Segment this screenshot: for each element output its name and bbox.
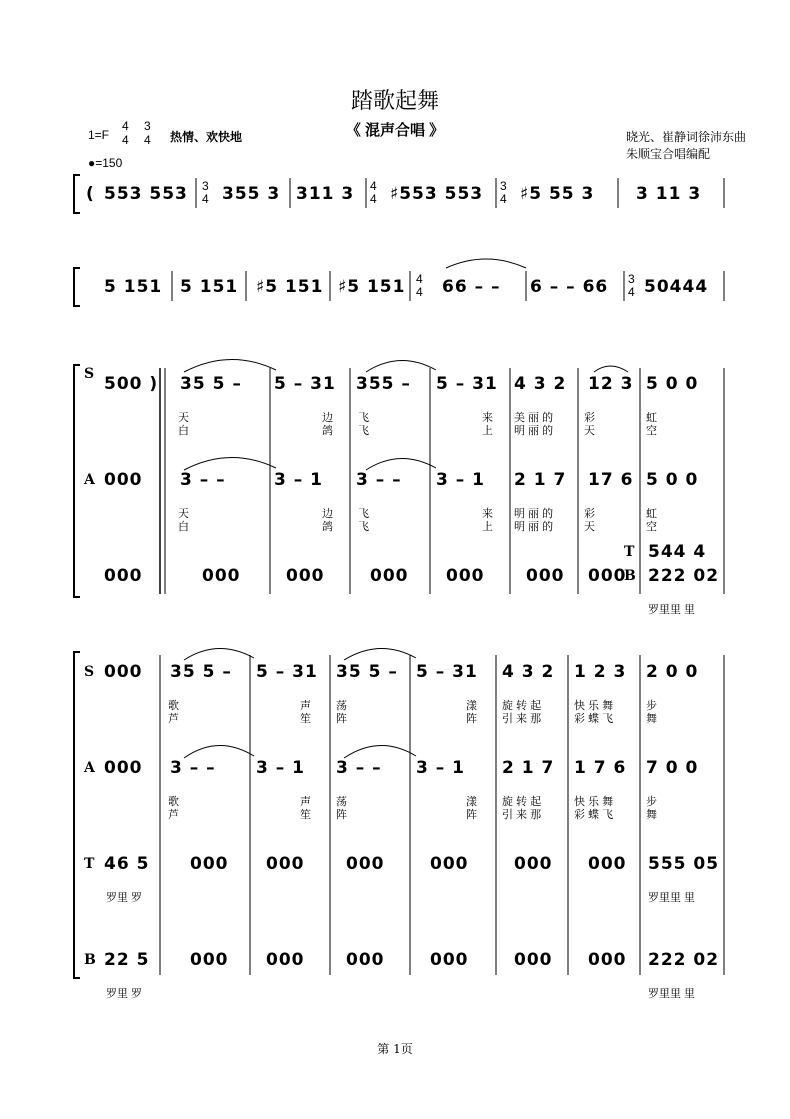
system2-measure-6: 6 – – 66 bbox=[530, 277, 609, 297]
bass-measure: 000 bbox=[430, 950, 469, 970]
bass-measure: 000 bbox=[266, 950, 305, 970]
alto-measure: 5 0 0 bbox=[646, 470, 699, 490]
part-label-alto: A bbox=[84, 760, 95, 776]
lyric: 荡 阵 bbox=[336, 700, 347, 725]
lyric: 罗里里 里 bbox=[648, 988, 696, 1000]
lyric: 天 白 bbox=[178, 508, 189, 533]
lyric: 歌 芦 bbox=[168, 796, 179, 821]
tempo-marking: 热情、欢快地 bbox=[170, 130, 243, 144]
soprano-measure: 5 – 31 bbox=[274, 374, 336, 394]
part-label-tenor: T bbox=[84, 856, 95, 872]
lyric: 罗里 罗 bbox=[106, 892, 143, 904]
tb-measure: 000 bbox=[202, 566, 241, 586]
bass-measure: 000 bbox=[514, 950, 553, 970]
song-title: 踏歌起舞 bbox=[350, 89, 439, 114]
bass-measure: 000 bbox=[190, 950, 229, 970]
alto-measure: 3 – – bbox=[336, 758, 382, 778]
lyric: 步 舞 bbox=[646, 700, 657, 725]
lyric: 歌 芦 bbox=[168, 700, 179, 725]
soprano-intro: 500 ) bbox=[104, 374, 159, 394]
bass-measure: 222 02 bbox=[648, 950, 720, 970]
system2-measure-3: ♯5 151 bbox=[256, 277, 324, 297]
tb-measure: 000 bbox=[588, 566, 627, 586]
lyric: 来 上 bbox=[482, 412, 493, 437]
tenor-measure: 000 bbox=[346, 854, 385, 874]
lyric: 来 上 bbox=[482, 508, 493, 533]
system1-measure-5: ♯5 55 3 bbox=[520, 184, 595, 204]
part-label-tenor: T bbox=[624, 544, 635, 560]
system1-measure-4: ♯553 553 bbox=[390, 184, 484, 204]
lyric: 步 舞 bbox=[646, 796, 657, 821]
bass-intro: 22 5 bbox=[104, 950, 150, 970]
system2-measure-7: 50444 bbox=[644, 277, 709, 297]
lyric: 快 乐 舞 彩 蝶 飞 bbox=[574, 700, 614, 725]
soprano-measure: 4 3 2 bbox=[514, 374, 567, 394]
soprano-measure: 1 2 3 bbox=[574, 662, 627, 682]
soprano-measure: 35 5 – bbox=[180, 374, 242, 394]
credit-lyricist-composer: 晓光、崔静词徐沛东曲 bbox=[626, 130, 747, 144]
page-number: 第 1页 bbox=[377, 1042, 413, 1056]
lyric: 飞 飞 bbox=[358, 412, 369, 437]
alto-measure: 2 1 7 bbox=[514, 470, 567, 490]
tenor-measure: 000 bbox=[430, 854, 469, 874]
part-label-soprano: S bbox=[84, 366, 95, 382]
system2-measure-4: ♯5 151 bbox=[338, 277, 406, 297]
soprano-measure: 5 – 31 bbox=[416, 662, 478, 682]
alto-measure: 3 – 1 bbox=[436, 470, 485, 490]
system1-measure-2: 355 3 bbox=[222, 184, 281, 204]
time-signature-a: 4 4 bbox=[122, 119, 129, 147]
lyric: 彩 天 bbox=[584, 508, 595, 533]
lyric: 边 鸽 bbox=[322, 412, 333, 437]
bass-measure: 000 bbox=[588, 950, 627, 970]
soprano-measure: 35 5 – bbox=[336, 662, 398, 682]
system1-open-paren: ( bbox=[86, 184, 95, 204]
alto-measure: 3 – – bbox=[180, 470, 226, 490]
system2-measure-2: 5 151 bbox=[180, 277, 239, 297]
alto-measure: 17 6 bbox=[588, 470, 634, 490]
alto-measure: 7 0 0 bbox=[646, 758, 699, 778]
system2-measure-1: 5 151 bbox=[104, 277, 163, 297]
lyric: 声 笙 bbox=[300, 700, 311, 725]
alto-measure: 3 – 1 bbox=[416, 758, 465, 778]
alto-measure: 3 – 1 bbox=[256, 758, 305, 778]
lyric: 罗里里 里 bbox=[648, 892, 696, 904]
lyric: 漾 阵 bbox=[466, 796, 477, 821]
key-signature: 1=F bbox=[88, 128, 110, 142]
time-signature-b: 3 4 bbox=[144, 119, 151, 147]
part-label-bass: B bbox=[84, 952, 96, 968]
soprano-measure: 2 0 0 bbox=[646, 662, 699, 682]
alto-measure: 2 1 7 bbox=[502, 758, 555, 778]
tb-measure: 000 bbox=[286, 566, 325, 586]
soprano-measure: 4 3 2 bbox=[502, 662, 555, 682]
system1-timesig-3: 3 4 bbox=[500, 179, 507, 206]
tenor-measure: 000 bbox=[190, 854, 229, 874]
soprano-measure: 5 – 31 bbox=[256, 662, 318, 682]
tenor-measure: 555 05 bbox=[648, 854, 720, 874]
lyric: 旋 转 起 引 来 那 bbox=[502, 700, 542, 725]
lyric: 天 白 bbox=[178, 412, 189, 437]
system1-timesig-2: 4 4 bbox=[370, 179, 377, 206]
system1-measure-1: 553 553 bbox=[104, 184, 188, 204]
alto-measure: 1 7 6 bbox=[574, 758, 627, 778]
metronome-mark: ●=150 bbox=[88, 156, 123, 170]
soprano-measure: 12 3 bbox=[588, 374, 634, 394]
system2-measure-5: 66 – – bbox=[442, 277, 501, 297]
soprano-intro: 000 bbox=[104, 662, 143, 682]
system1-measure-3: 311 3 bbox=[296, 184, 355, 204]
tenor-measure: 000 bbox=[514, 854, 553, 874]
lyric: 罗里 罗 bbox=[106, 988, 143, 1000]
tb-measure: 000 bbox=[370, 566, 409, 586]
part-label-soprano: S bbox=[84, 664, 95, 680]
tenor-measure: 000 bbox=[266, 854, 305, 874]
soprano-measure: 355 – bbox=[356, 374, 411, 394]
bass-notes: 222 02 bbox=[648, 566, 720, 586]
system1-timesig-1: 3 4 bbox=[202, 179, 209, 206]
soprano-measure: 5 – 31 bbox=[436, 374, 498, 394]
alto-intro: 000 bbox=[104, 470, 143, 490]
alto-measure: 3 – – bbox=[170, 758, 216, 778]
system2-timesig-1: 4 4 bbox=[416, 272, 423, 299]
soprano-measure: 5 0 0 bbox=[646, 374, 699, 394]
lyric: 美 丽 的 明 丽 的 bbox=[514, 412, 554, 437]
part-label-bass: B bbox=[624, 568, 636, 584]
lyric: 旋 转 起 引 来 那 bbox=[502, 796, 542, 821]
note-icon: ● bbox=[88, 156, 96, 170]
lyric: 虹 空 bbox=[646, 508, 657, 533]
alto-measure: 3 – – bbox=[356, 470, 402, 490]
tb-measure: 000 bbox=[526, 566, 565, 586]
lyric: 声 笙 bbox=[300, 796, 311, 821]
tb-measure: 000 bbox=[446, 566, 485, 586]
lyric: 快 乐 舞 彩 蝶 飞 bbox=[574, 796, 614, 821]
lyric: 彩 天 bbox=[584, 412, 595, 437]
lyric: 荡 阵 bbox=[336, 796, 347, 821]
lyric: 飞 飞 bbox=[358, 508, 369, 533]
lyric: 边 鸽 bbox=[322, 508, 333, 533]
alto-measure: 3 – 1 bbox=[274, 470, 323, 490]
soprano-measure: 35 5 – bbox=[170, 662, 232, 682]
credit-arranger: 朱顺宝合唱编配 bbox=[626, 147, 711, 161]
system2-timesig-2: 3 4 bbox=[628, 272, 635, 299]
song-subtitle: 《 混声合唱 》 bbox=[345, 122, 445, 139]
tenor-measure: 000 bbox=[588, 854, 627, 874]
lyric: 虹 空 bbox=[646, 412, 657, 437]
lyric: 明 丽 的 明 丽 的 bbox=[514, 508, 554, 533]
lyric: 罗里里 里 bbox=[648, 604, 696, 616]
tenor-intro: 46 5 bbox=[104, 854, 150, 874]
system1-measure-6: 3 11 3 bbox=[636, 184, 702, 204]
lyric: 漾 阵 bbox=[466, 700, 477, 725]
tenor-notes: 544 4 bbox=[648, 542, 707, 562]
tb-intro: 000 bbox=[104, 566, 143, 586]
alto-intro: 000 bbox=[104, 758, 143, 778]
bass-measure: 000 bbox=[346, 950, 385, 970]
part-label-alto: A bbox=[84, 472, 95, 488]
